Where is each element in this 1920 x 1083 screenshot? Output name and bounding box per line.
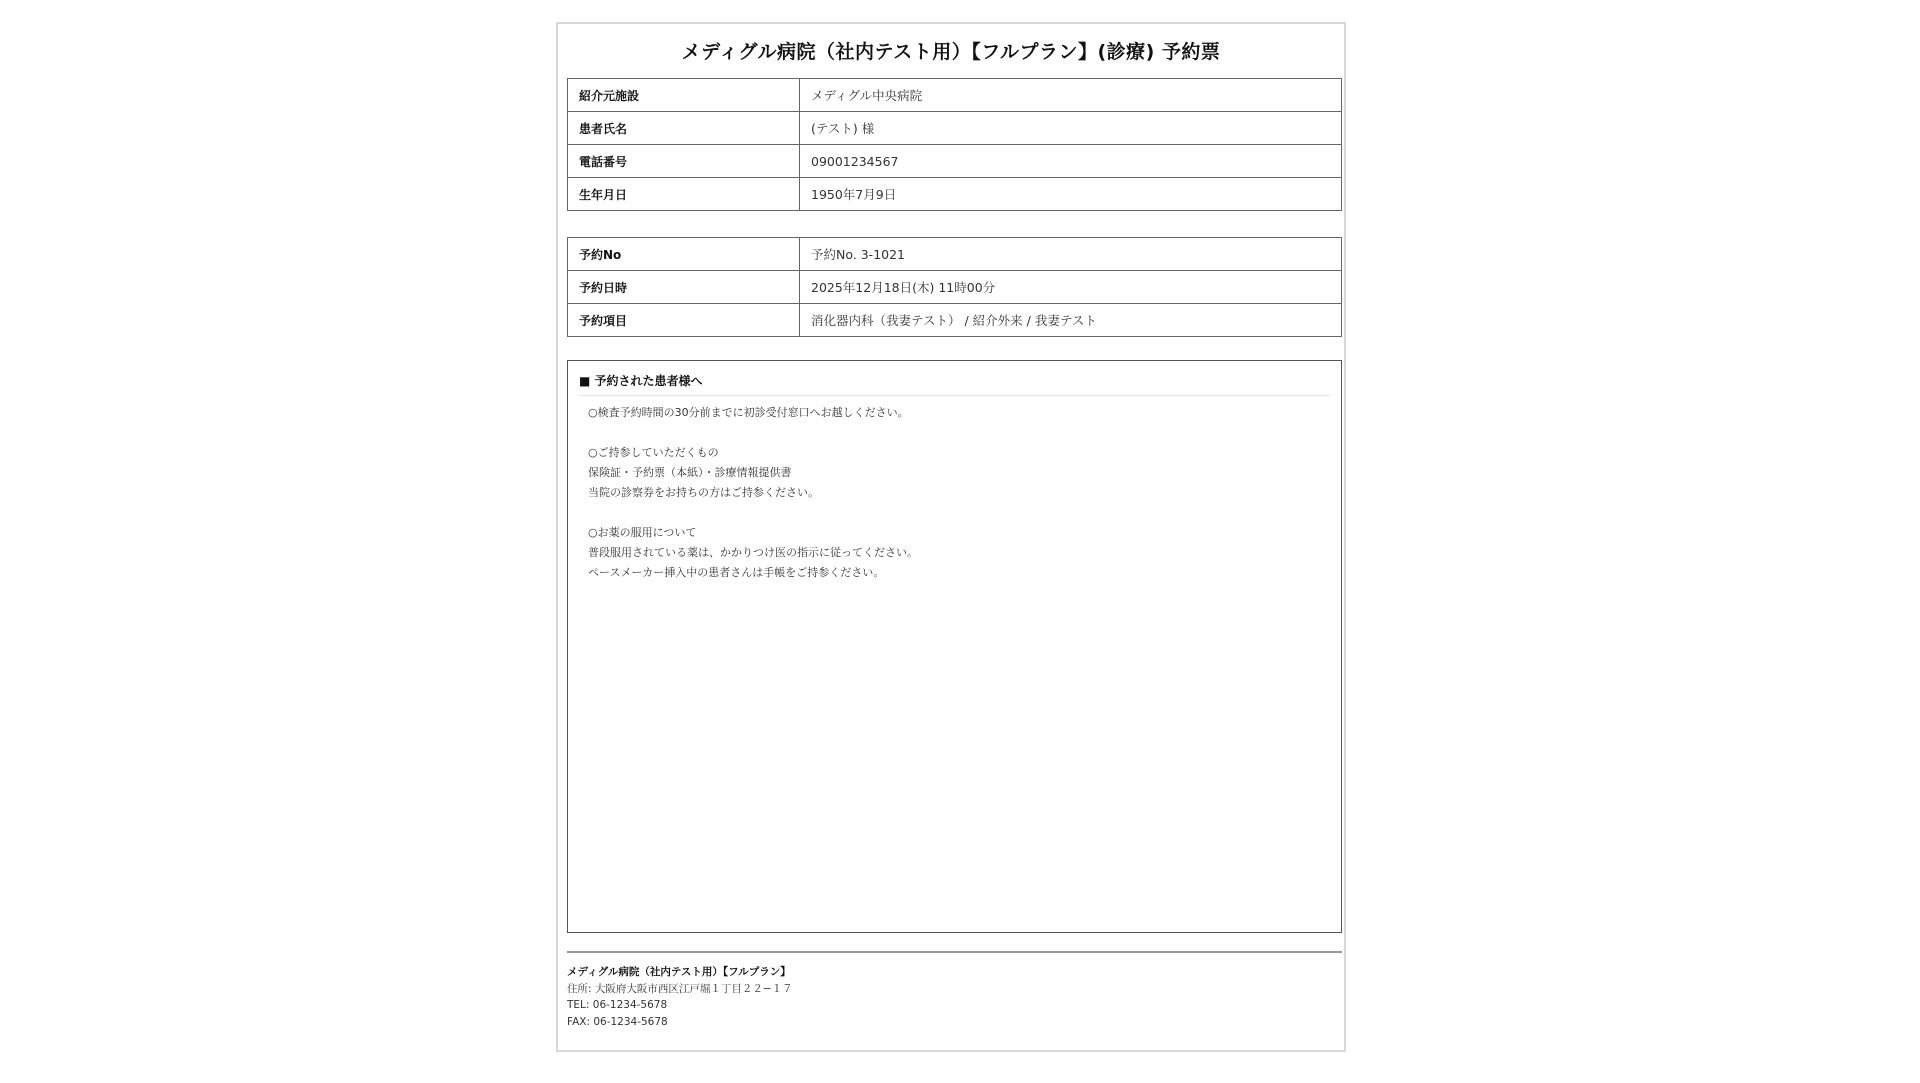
table-row [568, 304, 1342, 337]
booking-datetime-value: 2025年12月18日(木) 11時00分 [800, 271, 1342, 304]
birth-date-label: 生年月日 [568, 178, 800, 211]
notes-body [588, 403, 918, 583]
note-line: ○ご持参していただくもの [588, 446, 719, 459]
table-row [568, 238, 1342, 271]
hospital-footer [567, 964, 793, 1030]
table-row [568, 79, 1342, 112]
booking-number-label: 予約No [568, 238, 800, 271]
note-line: ○お薬の服用について [588, 526, 697, 539]
table-row [568, 145, 1342, 178]
patient-name-value: (テスト) 様 [800, 112, 1342, 145]
referral-facility-value: メディグル中央病院 [800, 79, 1342, 112]
note-line: 当院の診察券をお持ちの方はご持参ください。 [588, 486, 819, 499]
birth-date-value: 1950年7月9日 [800, 178, 1342, 211]
footer-fax: FAX: 06-1234-5678 [567, 1015, 668, 1028]
patient-notes-box [567, 360, 1342, 933]
notes-heading: ■ 予約された患者様へ [579, 371, 1330, 396]
phone-number-value: 09001234567 [800, 145, 1342, 178]
booking-number-value: 予約No. 3-1021 [800, 238, 1342, 271]
footer-org-name: メディグル病院（社内テスト用）【フルプラン】 [567, 966, 791, 978]
booking-items-value: 消化器内科（我妻テスト） / 紹介外来 / 我妻テスト [800, 304, 1342, 337]
note-line: ○検査予約時間の30分前までに初診受付窓口へお越しください。 [588, 406, 909, 419]
table-row [568, 271, 1342, 304]
booking-items-label: 予約項目 [568, 304, 800, 337]
note-line: 普段服用されている薬は、かかりつけ医の指示に従ってください。 [588, 546, 918, 559]
document-title: メディグル病院（社内テスト用）【フルプラン】(診療) 予約票 [681, 41, 1221, 63]
patient-info-table [567, 78, 1342, 211]
reservation-slip-page [556, 22, 1346, 1052]
table-row [568, 178, 1342, 211]
note-line: ペースメーカー挿入中の患者さんは手帳をご持参ください。 [588, 566, 885, 579]
referral-facility-label: 紹介元施設 [568, 79, 800, 112]
note-line [588, 423, 918, 443]
booking-datetime-label: 予約日時 [568, 271, 800, 304]
table-row [568, 112, 1342, 145]
patient-name-label: 患者氏名 [568, 112, 800, 145]
booking-info-table [567, 237, 1342, 337]
footer-address: 住所: 大阪府大阪市西区江戸堀１丁目２２−１７ [567, 982, 793, 995]
footer-divider [567, 951, 1342, 953]
note-line [588, 503, 918, 523]
note-line: 保険証・予約票（本紙）・診療情報提供書 [588, 466, 792, 479]
phone-number-label: 電話番号 [568, 145, 800, 178]
footer-tel: TEL: 06-1234-5678 [567, 999, 668, 1011]
